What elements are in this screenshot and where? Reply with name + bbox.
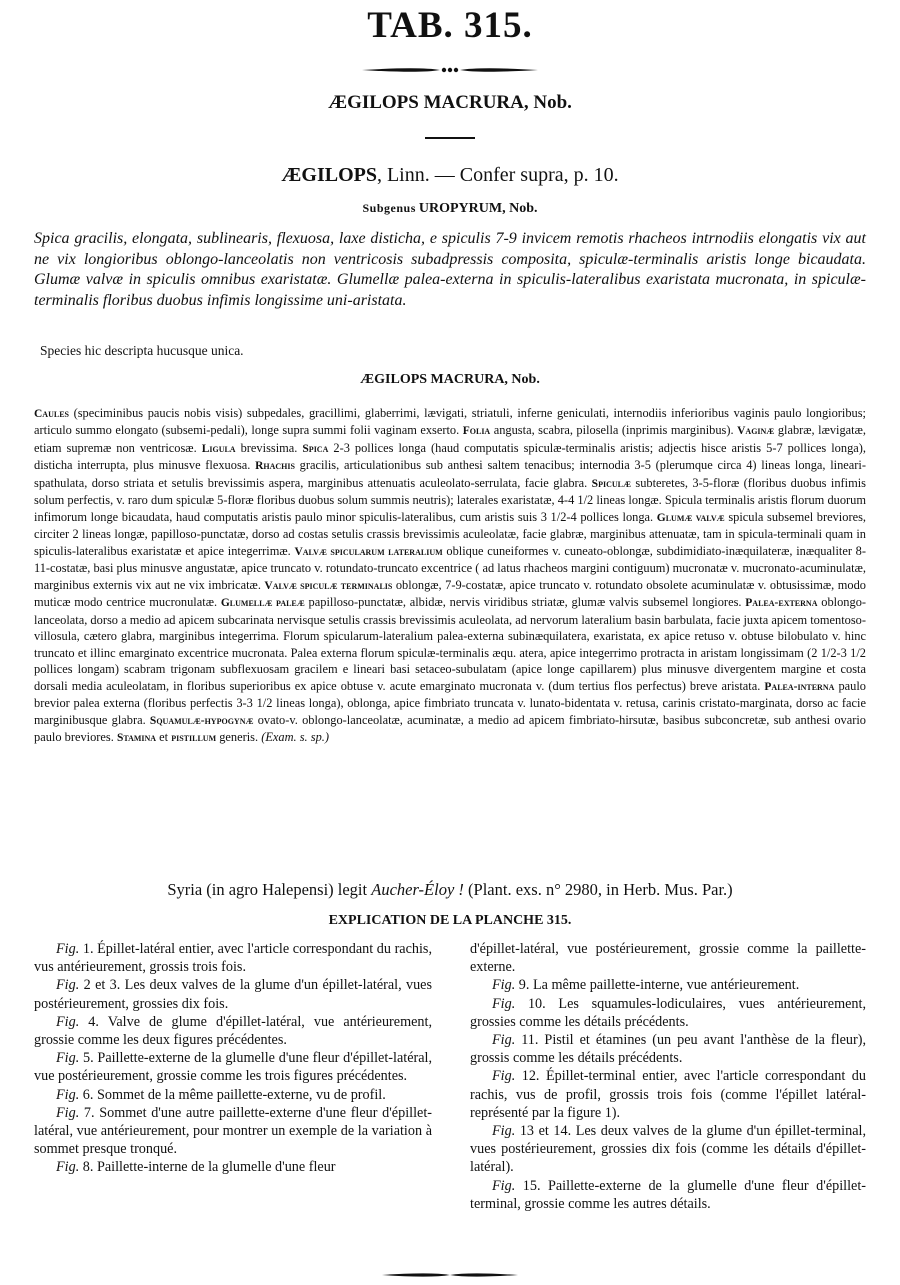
organ-term: Glumellæ paleæ: [220, 597, 305, 610]
figure-label: Fig.: [492, 1123, 516, 1140]
explication-column-left: [34, 940, 432, 1177]
figure-caption: [470, 995, 866, 1031]
subgenus-line: [0, 201, 900, 217]
species-note: Species hic descripta hucusque unica.: [40, 343, 244, 358]
figure-caption: [34, 1086, 432, 1104]
organ-term: Squamulæ-hypogynæ: [149, 714, 254, 727]
organ-term: Glumæ valvæ: [656, 511, 725, 524]
figure-caption: [470, 1122, 866, 1177]
description-text: brevissima.: [235, 440, 303, 455]
description-text: spicula subsemel breviores, circiter 2 lineas longæ, papilloso-punctatæ, dorso ad costas setulis crassis brevissimis aculeolatæ, facie glabræ, marginibus attenuatæ, tam in spicula-terminali quam in spiculis-lateralibus exaristatæ et apice integerrimæ.: [34, 509, 866, 558]
description-text: subteretes, 3-5-floræ (floribus duobus infimis solum perfectis, v. raro dum spiculæ 5-floræ floribus duobus solum summis neutris); laterales exaristatæ, 4-4 1/2 lineas longæ. Spicula terminalis aristis florum duorum infimorum longe bicaudata, haud computatis aristis paulo minor spiculis-lateralibus, cum aristis suis 3 1/2-4 pollices longa.: [34, 475, 866, 524]
locality-text: Syria (in agro Halepensi) legit: [167, 880, 372, 899]
figure-caption-text: 13 et 14. Les deux valves de la glume d'un épillet-terminal, vues postérieurement, grossies dix fois (comme les détails d'épillet-latéral).: [470, 1123, 866, 1176]
figure-label: Fig.: [56, 941, 80, 957]
figure-caption-text: 11. Pistil et étamines (un peu avant l'anthèse de la fleur), grossis comme les détails précédents.: [470, 1032, 866, 1067]
figure-caption: [34, 940, 432, 976]
figure-caption: [470, 976, 866, 994]
locality-line: [0, 880, 900, 900]
figure-caption-text: 10. Les squamules-lodiculaires, vues antérieurement, grossies comme les détails précédents.: [470, 995, 866, 1030]
description-text: oblique cuneiformes v. cuneato-oblongæ, subdimidiato-inæquilateræ, inæqualiter 8-11-costatæ, basi plus minusve angustatæ, apice truncato v. rotundato-truncato excentrice ( ad latus rhacheos margini contiguum) mucronatæ v. mucronato-acuminulatæ, marginibus externis vix aut ne vix imbricatæ.: [34, 543, 866, 592]
organ-term: Vaginæ: [737, 425, 775, 438]
figure-label: Fig.: [56, 977, 80, 994]
figure-caption: [470, 1067, 866, 1122]
genus-name: ÆGILOPS: [281, 164, 377, 186]
species-description: [34, 405, 866, 747]
description-text: ovato-v. oblongo-lanceolatæ, acuminatæ, a medio ad apicem fimbriato-hirsutæ, basibus subconcretæ, sub anthesi ovario paulo breviores.: [34, 712, 867, 745]
figure-caption-text: 5. Paillette-externe de la glumelle d'une fleur d'épillet-latéral, vue postérieurement, grossie comme les trois figures précédentes.: [34, 1050, 432, 1085]
species-heading: ÆGILOPS MACRURA, Nob.: [360, 372, 540, 387]
organ-term: Ligula: [201, 442, 236, 455]
figure-caption-text: 12. Épillet-terminal entier, avec l'article correspondant du rachis, vus de profil, grossis trois fois (comme l'épillet latéral-représenté par la figure 1).: [470, 1068, 866, 1121]
organ-term: Palea-interna: [764, 680, 835, 693]
organ-term: Valvæ spicularum lateralium: [294, 545, 443, 558]
genus-line: [0, 164, 900, 187]
organ-term: Caules: [34, 408, 69, 420]
figure-caption: [34, 1013, 432, 1049]
figure-caption-text: 7. Sommet d'une autre paillette-externe d'une fleur d'épillet-latéral, vue antérieurement, pour montrer un exemple de la variation à sommet presque tronqué.: [34, 1104, 432, 1158]
explication-column-right: [470, 940, 866, 1213]
subgenus-author: , Nob.: [502, 201, 538, 216]
description-text: angusta, scabra, pilosella (inprimis marginibus).: [490, 423, 738, 438]
figure-caption: [470, 1031, 866, 1067]
figure-label: Fig.: [492, 1068, 516, 1085]
description-text: glabræ, lævigatæ, etiam supremæ non ventricosæ.: [34, 423, 866, 455]
description-text: (Exam. s. sp.): [261, 730, 329, 745]
short-rule: [425, 137, 475, 139]
genus-reference: , Linn. — Confer supra, p. 10.: [376, 164, 619, 186]
organ-term: Valvæ spiculæ terminalis: [264, 579, 393, 592]
generic-diagnosis: Spica gracilis, elongata, sublinearis, flexuosa, laxe disticha, e spiculis 7-9 invicem remotis rhacheos intrnodiis elongatis vix aut ne vix longioribus oblongo-lanceolatis non ventricosis subadpressis composita, spiculæ-terminalis aristis longe bicaudata. Glumæ valvæ in spiculis omnibus exaristatæ. Glumellæ palea-externa in spiculis-lateralibus exaristata mucronata, in spiculæ-terminalis floribus duobus infimis longissime uni-aristata.: [34, 230, 866, 309]
figure-caption-text: 4. Valve de glume d'épillet-latéral, vue antérieurement, grossie comme les deux figures précédentes.: [34, 1013, 432, 1049]
figure-label: Fig.: [492, 1177, 516, 1194]
description-text: (speciminibus paucis nobis visis) subpedales, gracillimi, glaberrimi, lævigati, striatuli, inferne geniculati, internodiis inferioribus vaginis paulo longioribus; articulo summo elongato (subsemi-pedali), longe supra summi folii vaginam exserto.: [34, 406, 866, 438]
figure-caption-text: 9. La même paillette-interne, vue antérieurement.: [515, 977, 800, 994]
figure-caption-text: 2 et 3. Les deux valves de la glume d'un épillet-latéral, vues postérieurement, grossies dix fois.: [34, 977, 432, 1012]
figure-caption: [34, 1158, 432, 1176]
figure-caption-text: 1. Épillet-latéral entier, avec l'article correspondant du rachis, vus antérieurement, grossis trois fois.: [34, 941, 432, 976]
figure-caption: [34, 1104, 432, 1159]
figure-caption: [470, 1177, 866, 1213]
description-text: gracilis, articulationibus sub anthesi saltem tenacibus; internodia 3-5 (plerumque circa 4) lineas longa, lineari-spathulata, dorso striata et setulis brevissimis aspera, marginibus attenuatis aculeolato-serrulata, facie glabra.: [34, 458, 866, 490]
species-title: ÆGILOPS MACRURA, Nob.: [328, 92, 572, 113]
figure-caption-text: 8. Paillette-interne de la glumelle d'une fleur: [79, 1159, 336, 1176]
ornament-divider-bottom: [0, 1266, 900, 1284]
organ-term: Folia: [462, 425, 491, 438]
figure-label: Fig.: [56, 1159, 80, 1176]
organ-term: Spica: [302, 442, 329, 455]
figure-caption: [34, 1049, 432, 1085]
figure-caption-text: 6. Sommet de la même paillette-externe, vu de profil.: [79, 1086, 386, 1103]
figure-label: Fig.: [492, 1032, 516, 1049]
collector-name: Aucher-Éloy !: [371, 880, 464, 899]
ornament-divider-top: [0, 62, 900, 80]
figure-caption-text: 15. Paillette-externe de la glumelle d'une fleur d'épillet-terminal, grossie comme les autres détails.: [470, 1177, 866, 1212]
description-text: 2-3 pollices longa (haud computatis spiculæ-terminalis aristis; adjectis hisce aristis 5-7 pollices longa), disticha interrupta, plus minusve flexuosa.: [34, 440, 866, 473]
plate-title: TAB. 315.: [367, 5, 533, 46]
description-text: generis.: [216, 730, 262, 745]
organ-term: pistillum: [171, 732, 217, 745]
description-text: papilloso-punctatæ, albidæ, nervis viridibus striatæ, glumæ valvis subsemel longiores.: [304, 595, 746, 610]
figure-label: Fig.: [492, 977, 516, 994]
subgenus-name: UROPYRUM: [418, 201, 503, 216]
organ-term: Palea-externa: [745, 597, 818, 610]
figure-label: Fig.: [56, 1013, 80, 1030]
explication-continuation: d'épillet-latéral, vue postérieurement, grossie comme la paillette-externe.: [470, 941, 866, 976]
organ-term: Stamina: [116, 732, 157, 745]
description-text: oblongo-lanceolata, dorso a medio ad apicem subcarinata nervisque setulis crassis brevissimis aculeolata, ad nervorum lateralium basin barbulata, facie juxta apicem tomentoso-villosula, cætero glabra, marginibus integerrima. Florum spicularum-lateralium palea-externa subinæquilatera, exaristata, ex apice retuso v. obtuse bilobulato v. hinc truncato et illinc emarginato excentrice mucronata. Palea externa florum spiculæ-terminalis æqu. atera, apice integerrimo protracta in aristam longissimam (2 1/2-3 1/2 pollices longam) scabram trigonam subflexuosam gracilem e lineari basi setaceo-subulatam (apice longe capillarem) plus minusve divergentem margine et costa dorsali media aculeolatam, in floribus superioribus ex apice obtuse v. acute emarginato mucronata v. (dum tertius flos perfectus) breve aristata.: [34, 595, 867, 693]
figure-label: Fig.: [56, 1104, 80, 1121]
description-text: paulo brevior palea externa (floribus perfectis 3-3 1/2 lineas longa), oblonga, apice fimbriato truncata v. lunato-bidentata v. retusa, carinis cristato-marginata, dorso ac facie marginibusque glabra.: [34, 678, 866, 727]
figure-label: Fig.: [56, 1086, 80, 1103]
figure-label: Fig.: [56, 1050, 80, 1067]
figure-label: Fig.: [492, 995, 516, 1012]
organ-term: Spiculæ: [591, 477, 631, 490]
specimen-reference: (Plant. exs. n° 2980, in Herb. Mus. Par.): [463, 880, 733, 899]
organ-term: Rhachis: [255, 460, 295, 473]
subgenus-label: Subgenus: [362, 201, 416, 215]
description-text: oblongæ, 7-9-costatæ, apice truncato v. rotundato obsolete acuminulatæ v. obtusissimæ, modo muticæ modo centrice mucronulatæ.: [34, 577, 866, 610]
explication-heading: EXPLICATION DE LA PLANCHE 315.: [328, 913, 572, 928]
description-text: et: [156, 730, 172, 745]
figure-caption: [34, 976, 432, 1012]
